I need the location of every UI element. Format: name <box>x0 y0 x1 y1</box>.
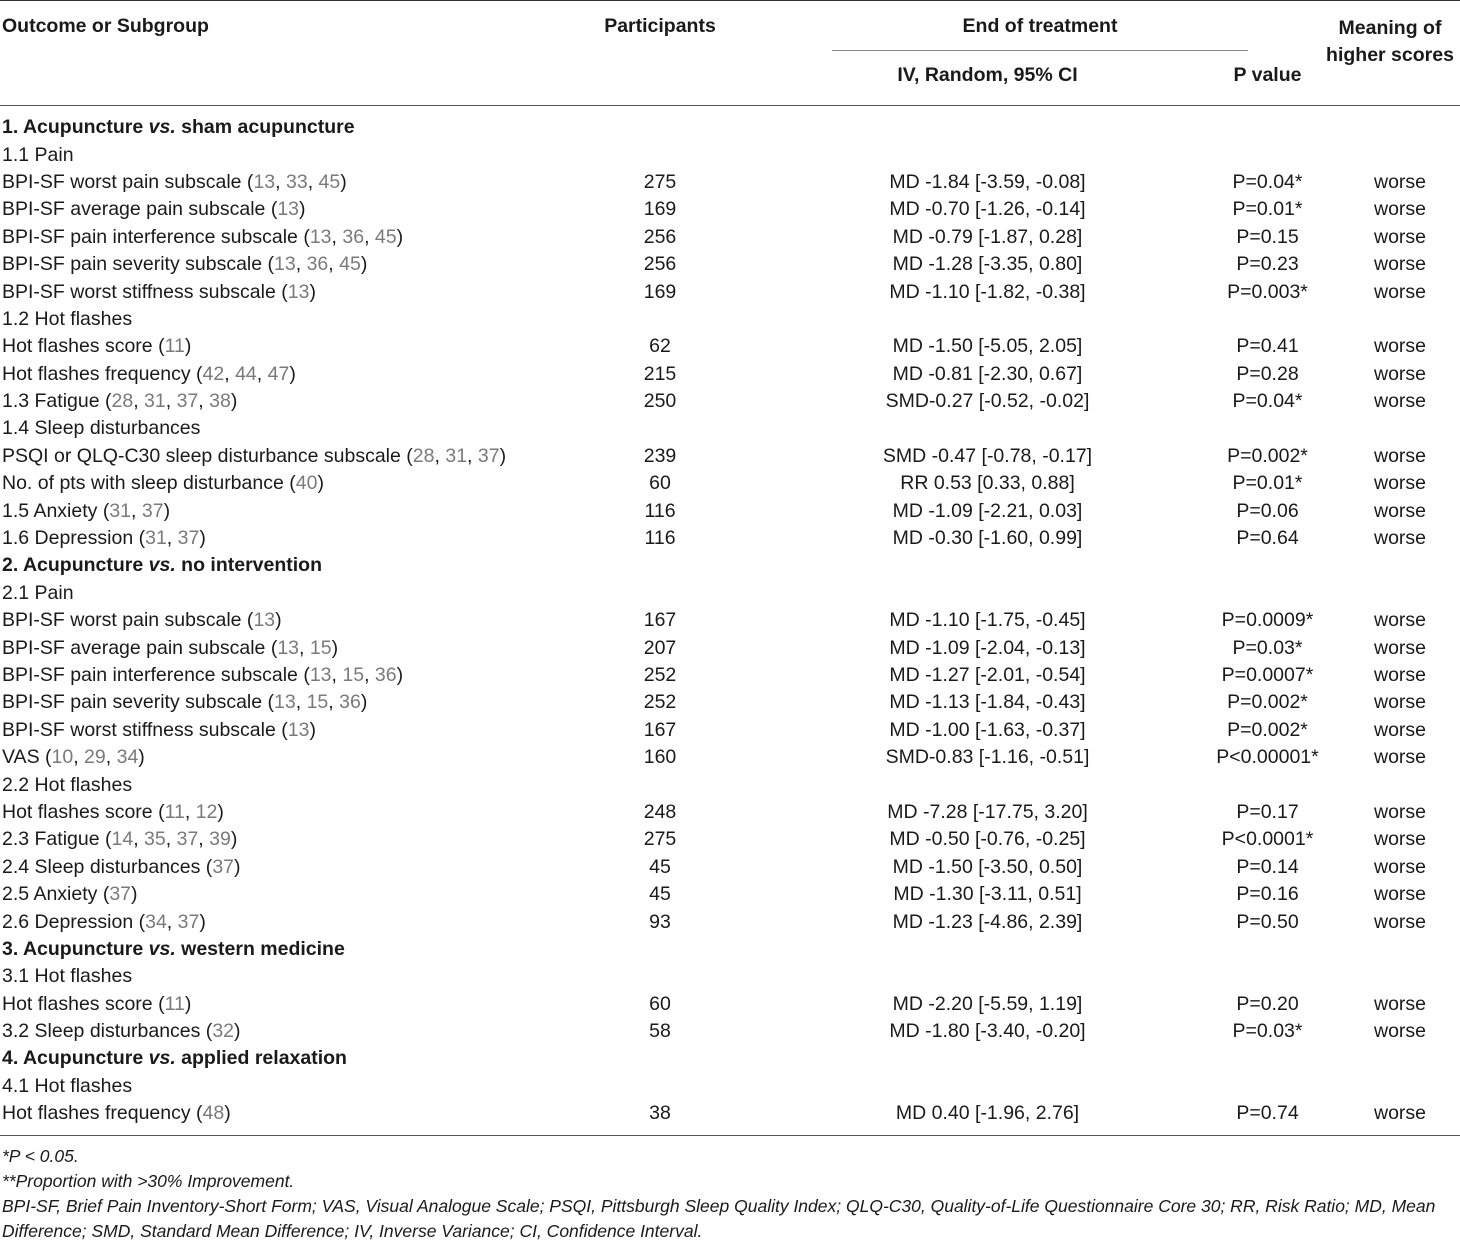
ci-cell <box>760 936 1215 963</box>
meaning-cell: worse <box>1373 362 1427 385</box>
p-value-cell: P=0.06 <box>1236 499 1299 522</box>
meaning-cell: worse <box>1373 198 1427 221</box>
table-row <box>0 634 1460 661</box>
outcome-cell: Hot flashes score (11, 12) <box>2 800 224 823</box>
reference-link[interactable]: 36 <box>306 253 329 276</box>
subgroup-row <box>0 306 1460 333</box>
meaning-cell: worse <box>1373 691 1427 714</box>
ci-cell: MD -1.50 [-5.05, 2.05] <box>892 335 1083 358</box>
participants-cell <box>560 1045 760 1072</box>
outcome-cell: BPI-SF pain severity subscale (13, 15, 36) <box>2 691 368 714</box>
ci-cell: MD -1.10 [-1.75, -0.45] <box>889 609 1086 632</box>
meaning-cell: worse <box>1373 253 1427 276</box>
p-value-cell <box>1215 936 1320 963</box>
participants-cell: 169 <box>643 280 677 303</box>
participants-cell <box>560 1073 760 1100</box>
p-value-cell <box>1215 552 1320 579</box>
subgroup-row <box>0 771 1460 798</box>
table-row <box>0 525 1460 552</box>
subgroup-row <box>0 415 1460 442</box>
outcome-cell: 2.5 Anxiety (37) <box>2 883 138 906</box>
p-value-cell: P=0.41 <box>1236 335 1299 358</box>
p-value-cell <box>1215 106 1320 142</box>
reference-link[interactable]: 31 <box>445 444 468 467</box>
table-row <box>0 881 1460 908</box>
outcome-cell: 2.4 Sleep disturbances (37) <box>2 855 241 878</box>
reference-link[interactable]: 11 <box>164 800 185 823</box>
p-value-cell: P=0.23 <box>1236 253 1299 276</box>
participants-cell: 116 <box>644 499 676 522</box>
p-value-cell: P=0.17 <box>1236 800 1299 823</box>
table-row <box>0 169 1460 196</box>
header-meaning: Meaning of higher scores <box>1320 1 1460 106</box>
p-value-cell <box>1215 580 1320 607</box>
reference-link[interactable]: 10 <box>51 746 74 769</box>
reference-link[interactable]: 38 <box>209 390 231 413</box>
reference-link[interactable]: 45 <box>374 225 397 248</box>
reference-link[interactable]: 36 <box>339 691 361 714</box>
outcome-cell: Hot flashes frequency (42, 44, 47) <box>2 362 296 385</box>
table-row <box>0 826 1460 853</box>
meaning-cell: worse <box>1320 1100 1460 1136</box>
outcome-cell: PSQI or QLQ-C30 sleep disturbance subscale (28, 31, 37) <box>2 444 507 467</box>
table-row <box>0 497 1460 524</box>
participants-cell <box>560 580 760 607</box>
outcome-cell: 1.3 Fatigue (28, 31, 37, 38) <box>2 390 238 413</box>
table-row <box>0 278 1460 305</box>
ci-cell: SMD-0.83 [-1.16, -0.51] <box>885 746 1090 769</box>
participants-cell: 45 <box>649 855 671 878</box>
ci-cell: SMD -0.47 [-0.78, -0.17] <box>882 444 1093 467</box>
p-value-cell: P=0.002* <box>1227 691 1308 714</box>
meaning-cell <box>1320 306 1460 333</box>
reference-link[interactable]: 45 <box>339 253 361 276</box>
meaning-cell: worse <box>1373 1020 1427 1043</box>
footnotes <box>0 1136 1460 1244</box>
reference-link[interactable]: 44 <box>235 362 257 385</box>
outcome-cell: 3.1 Hot flashes <box>2 965 133 988</box>
meaning-cell: worse <box>1373 444 1427 467</box>
p-value-cell: P=0.0009* <box>1221 609 1314 632</box>
reference-link[interactable]: 37 <box>176 390 199 413</box>
header-outcome: Outcome or Subgroup <box>0 1 560 106</box>
table-row <box>0 196 1460 223</box>
ci-cell: MD -1.00 [-1.63, -0.37] <box>889 718 1086 741</box>
participants-cell: 169 <box>643 198 677 221</box>
outcome-cell: 3. Acupuncture vs. western medicine <box>2 937 345 960</box>
ci-cell: MD -1.09 [-2.21, 0.03] <box>892 499 1083 522</box>
table-row <box>0 799 1460 826</box>
reference-link[interactable]: 47 <box>267 362 290 385</box>
meaning-cell: worse <box>1373 883 1427 906</box>
p-value-cell <box>1215 1073 1320 1100</box>
outcome-cell: BPI-SF pain interference subscale (13, 36, 45) <box>2 225 404 248</box>
outcome-cell: 2.2 Hot flashes <box>2 773 133 796</box>
reference-link[interactable]: 11 <box>164 335 185 358</box>
participants-cell: 60 <box>649 472 671 495</box>
reference-link[interactable]: 37 <box>212 855 235 878</box>
table-header <box>0 1 1460 106</box>
reference-link[interactable]: 31 <box>109 499 132 522</box>
outcome-cell: BPI-SF worst pain subscale (13) <box>2 609 282 632</box>
table-body <box>0 106 1460 1136</box>
participants-cell <box>560 963 760 990</box>
ci-cell <box>760 580 1215 607</box>
reference-link[interactable]: 40 <box>295 472 318 495</box>
meaning-cell: worse <box>1373 472 1427 495</box>
ci-cell <box>760 415 1215 442</box>
subgroup-row <box>0 580 1460 607</box>
subgroup-row <box>0 1073 1460 1100</box>
meaning-cell: worse <box>1373 499 1427 522</box>
ci-cell: MD -0.30 [-1.60, 0.99] <box>892 527 1083 550</box>
outcome-cell: 2.6 Depression (34, 37) <box>2 910 206 933</box>
meaning-cell <box>1320 1073 1460 1100</box>
meaning-cell: worse <box>1373 225 1427 248</box>
reference-link[interactable]: 31 <box>144 390 166 413</box>
meaning-cell: worse <box>1373 828 1427 851</box>
reference-link[interactable]: 13 <box>274 691 296 714</box>
meaning-cell <box>1320 963 1460 990</box>
p-value-cell: P=0.64 <box>1236 527 1299 550</box>
participants-cell <box>560 106 760 142</box>
participants-cell: 167 <box>643 718 677 741</box>
ci-cell <box>760 963 1215 990</box>
participants-cell: 256 <box>643 253 677 276</box>
reference-link[interactable]: 13 <box>287 280 310 303</box>
group-header-row <box>0 1045 1460 1072</box>
reference-link[interactable]: 33 <box>285 170 308 193</box>
ci-cell: MD -0.50 [-0.76, -0.25] <box>889 828 1086 851</box>
reference-link[interactable]: 45 <box>318 170 341 193</box>
ci-cell: MD -1.27 [-2.01, -0.54] <box>889 664 1086 686</box>
reference-link[interactable]: 37 <box>177 910 200 933</box>
ci-cell <box>760 106 1215 142</box>
p-value-cell: P=0.002* <box>1227 718 1308 741</box>
table-row <box>0 1018 1460 1045</box>
outcome-cell: BPI-SF worst pain subscale (13, 33, 45) <box>2 170 347 193</box>
meaning-cell <box>1320 141 1460 168</box>
participants-cell: 116 <box>644 527 676 550</box>
table-row <box>0 689 1460 716</box>
meaning-cell <box>1320 1045 1460 1072</box>
p-value-cell <box>1215 141 1320 168</box>
meaning-cell: worse <box>1373 992 1427 1015</box>
reference-link[interactable]: 28 <box>412 444 435 467</box>
outcome-cell: 3.2 Sleep disturbances (32) <box>2 1020 241 1043</box>
table-row <box>0 224 1460 251</box>
participants-cell: 248 <box>643 800 677 823</box>
ci-cell <box>760 552 1215 579</box>
meaning-cell: worse <box>1373 527 1427 550</box>
p-value-cell: P=0.003* <box>1227 280 1308 303</box>
table-row <box>0 908 1460 935</box>
reference-link[interactable]: 15 <box>306 691 329 714</box>
p-value-cell: P=0.01* <box>1232 472 1303 495</box>
ci-cell: MD -1.10 [-1.82, -0.38] <box>889 280 1086 303</box>
reference-link[interactable]: 39 <box>209 828 231 851</box>
reference-link[interactable]: 34 <box>116 746 139 769</box>
footnote-abbreviations: BPI-SF, Brief Pain Inventory-Short Form; VAS, Visual Analogue Scale; PSQI, Pittsburgh Sleep Quality Index; QLQ-C30, Quality-of-Life Questionnaire Core 30; RR, Risk Ratio; MD, Mean Difference; SMD, Standard Mean Difference; IV, Inverse Variance; CI, Confidence Interval. <box>2 1196 1436 1242</box>
ci-cell: SMD-0.27 [-0.52, -0.02] <box>885 390 1090 413</box>
p-value-cell: P=0.74 <box>1215 1100 1320 1136</box>
ci-cell: MD -1.84 [-3.59, -0.08] <box>889 170 1086 193</box>
meaning-cell: worse <box>1373 718 1427 741</box>
outcome-cell: BPI-SF worst stiffness subscale (13) <box>2 280 316 303</box>
participants-cell: 215 <box>643 362 677 385</box>
participants-cell <box>560 415 760 442</box>
participants-cell: 160 <box>643 746 677 769</box>
reference-link[interactable]: 13 <box>309 664 332 686</box>
header-p-value: P value <box>1233 64 1302 86</box>
meaning-cell: worse <box>1373 800 1427 823</box>
table-row <box>0 251 1460 278</box>
ci-cell: MD -1.30 [-3.11, 0.51] <box>893 883 1082 906</box>
participants-cell <box>560 552 760 579</box>
p-value-cell: P=0.16 <box>1236 883 1299 906</box>
outcome-cell: BPI-SF pain severity subscale (13, 36, 45) <box>2 253 368 276</box>
reference-link[interactable]: 37 <box>177 527 200 550</box>
outcome-cell: 2. Acupuncture vs. no intervention <box>2 554 322 577</box>
participants-cell: 45 <box>649 883 671 906</box>
participants-cell <box>560 936 760 963</box>
reference-link[interactable]: 37 <box>109 883 132 906</box>
table-row <box>0 1100 1460 1136</box>
p-value-cell: P=0.03* <box>1232 636 1303 659</box>
ci-cell: MD -0.79 [-1.87, 0.28] <box>892 225 1083 248</box>
reference-link[interactable]: 28 <box>111 390 134 413</box>
ci-cell: MD -0.81 [-2.30, 0.67] <box>892 362 1083 385</box>
ci-cell <box>760 141 1215 168</box>
subgroup-row <box>0 141 1460 168</box>
footnote-significance: *P < 0.05. <box>2 1146 79 1167</box>
reference-link[interactable]: 13 <box>277 636 300 659</box>
outcome-cell: BPI-SF average pain subscale (13) <box>2 198 306 221</box>
reference-link[interactable]: 37 <box>176 828 199 851</box>
meaning-cell: worse <box>1373 910 1427 933</box>
participants-cell <box>560 771 760 798</box>
p-value-cell: P=0.50 <box>1236 910 1299 933</box>
ci-cell <box>760 306 1215 333</box>
outcome-cell: 1.6 Depression (31, 37) <box>2 527 206 550</box>
participants-cell: 275 <box>643 170 677 193</box>
reference-link[interactable]: 34 <box>145 910 167 933</box>
group-header-row <box>0 552 1460 579</box>
participants-cell: 62 <box>649 335 671 358</box>
outcome-cell: VAS (10, 29, 34) <box>2 746 145 769</box>
reference-link[interactable]: 11 <box>164 992 185 1015</box>
participants-cell: 239 <box>643 444 677 467</box>
outcome-cell: BPI-SF worst stiffness subscale (13) <box>2 718 316 741</box>
p-value-cell: P=0.20 <box>1236 992 1299 1015</box>
p-value-cell: P=0.01* <box>1232 198 1303 221</box>
participants-cell: 252 <box>643 664 677 686</box>
ci-cell: RR 0.53 [0.33, 0.88] <box>900 472 1075 495</box>
reference-link[interactable]: 15 <box>342 664 365 686</box>
ci-cell: MD -1.13 [-1.84, -0.43] <box>889 691 1086 714</box>
header-participants: Participants <box>560 1 760 106</box>
reference-link[interactable]: 13 <box>309 225 332 248</box>
meaning-cell: worse <box>1373 855 1427 878</box>
p-value-cell <box>1215 415 1320 442</box>
participants-cell <box>560 141 760 168</box>
outcome-cell: 4.1 Hot flashes <box>2 1074 133 1097</box>
reference-link[interactable]: 13 <box>287 718 310 741</box>
outcome-cell: 4. Acupuncture vs. applied relaxation <box>2 1047 347 1070</box>
table-row <box>0 333 1460 360</box>
ci-cell: MD -2.20 [-5.59, 1.19] <box>892 992 1083 1015</box>
table-row <box>0 854 1460 881</box>
meaning-cell: worse <box>1373 664 1427 686</box>
participants-cell <box>560 306 760 333</box>
meaning-cell <box>1320 771 1460 798</box>
reference-link[interactable]: 37 <box>477 444 500 467</box>
meaning-cell: worse <box>1373 280 1427 303</box>
p-value-cell <box>1215 306 1320 333</box>
reference-link[interactable]: 32 <box>212 1020 235 1043</box>
outcome-cell: Hot flashes score (11) <box>2 335 192 358</box>
outcome-cell: 2.1 Pain <box>2 581 74 604</box>
p-value-cell: P=0.14 <box>1236 855 1299 878</box>
ci-cell <box>760 1073 1215 1100</box>
p-value-cell: P=0.28 <box>1236 362 1299 385</box>
reference-link[interactable]: 36 <box>374 664 397 686</box>
reference-link[interactable]: 42 <box>202 362 225 385</box>
reference-link[interactable]: 13 <box>253 170 276 193</box>
p-value-cell <box>1215 771 1320 798</box>
ci-cell: MD -1.09 [-2.04, -0.13] <box>889 636 1086 659</box>
meaning-cell <box>1320 415 1460 442</box>
header-ci: IV, Random, 95% CI <box>897 64 1078 86</box>
ci-cell <box>760 1045 1215 1072</box>
table-row <box>0 662 1460 689</box>
participants-cell: 58 <box>649 1020 671 1043</box>
p-value-cell: P<0.0001* <box>1221 828 1314 851</box>
reference-link[interactable]: 12 <box>195 800 218 823</box>
meaning-cell: worse <box>1373 390 1427 413</box>
p-value-cell: P=0.002* <box>1227 444 1308 467</box>
ci-cell: MD -7.28 [-17.75, 3.20] <box>887 800 1088 823</box>
reference-link[interactable]: 37 <box>141 499 164 522</box>
ci-cell: MD 0.40 [-1.96, 2.76] <box>760 1100 1215 1136</box>
table-row <box>0 388 1460 415</box>
table-row <box>0 361 1460 388</box>
participants-cell: 93 <box>649 910 671 933</box>
meaning-cell <box>1320 552 1460 579</box>
subgroup-row <box>0 963 1460 990</box>
p-value-cell: P=0.04* <box>1232 170 1303 193</box>
table-row <box>0 607 1460 634</box>
participants-cell: 250 <box>643 390 677 413</box>
p-value-cell <box>1215 1045 1320 1072</box>
group-header-row <box>0 936 1460 963</box>
p-value-cell: P=0.0007* <box>1221 664 1314 686</box>
meaning-cell: worse <box>1373 170 1427 193</box>
p-value-cell: P=0.04* <box>1232 390 1303 413</box>
meaning-cell: worse <box>1373 335 1427 358</box>
ci-cell: MD -1.23 [-4.86, 2.39] <box>892 910 1083 933</box>
participants-cell: 38 <box>560 1100 760 1136</box>
p-value-cell: P=0.15 <box>1236 225 1299 248</box>
outcome-cell: BPI-SF average pain subscale (13, 15) <box>2 636 339 659</box>
reference-link[interactable]: 13 <box>277 198 300 221</box>
ci-cell: MD -1.80 [-3.40, -0.20] <box>889 1020 1086 1043</box>
p-value-cell: P=0.03* <box>1232 1020 1303 1043</box>
ci-cell: MD -1.28 [-3.35, 0.80] <box>892 253 1083 276</box>
reference-link[interactable]: 36 <box>342 225 365 248</box>
ci-cell <box>760 771 1215 798</box>
outcome-cell: 2.3 Fatigue (14, 35, 37, 39) <box>2 828 238 851</box>
meaning-cell: worse <box>1373 636 1427 659</box>
participants-cell: 60 <box>649 992 671 1015</box>
meaning-cell <box>1320 936 1460 963</box>
p-value-cell <box>1215 963 1320 990</box>
outcome-cell: BPI-SF pain interference subscale (13, 15, 36) <box>2 664 404 686</box>
header-end-of-treatment: End of treatment <box>760 1 1320 64</box>
reference-link[interactable]: 13 <box>253 609 276 632</box>
meaning-cell: worse <box>1373 746 1427 769</box>
reference-link[interactable]: 14 <box>111 828 134 851</box>
participants-cell: 256 <box>643 225 677 248</box>
p-value-cell: P<0.00001* <box>1216 746 1319 769</box>
reference-link[interactable]: 29 <box>84 746 106 769</box>
ci-cell: MD -1.50 [-3.50, 0.50] <box>892 855 1083 878</box>
ci-cell: MD -0.70 [-1.26, -0.14] <box>889 198 1086 221</box>
participants-cell: 167 <box>643 609 677 632</box>
participants-cell: 252 <box>643 691 677 714</box>
outcome-cell: 1. Acupuncture vs. sham acupuncture <box>2 116 355 139</box>
meaning-cell: worse <box>1373 609 1427 632</box>
group-header-row <box>0 106 1460 142</box>
reference-link[interactable]: 15 <box>309 636 332 659</box>
outcome-cell: Hot flashes score (11) <box>2 992 192 1015</box>
outcome-cell: No. of pts with sleep disturbance (40) <box>2 472 324 495</box>
table-row <box>0 717 1460 744</box>
outcome-cell: 1.4 Sleep disturbances <box>2 417 201 440</box>
outcome-cell: Hot flashes frequency (48) <box>0 1100 560 1136</box>
outcome-cell: 1.2 Hot flashes <box>2 307 133 330</box>
meaning-cell <box>1320 580 1460 607</box>
footnote-proportion: **Proportion with >30% Improvement. <box>2 1171 295 1192</box>
outcome-cell: 1.5 Anxiety (31, 37) <box>2 499 171 522</box>
reference-link[interactable]: 13 <box>274 253 296 276</box>
table-row <box>0 744 1460 771</box>
reference-link[interactable]: 48 <box>202 1102 225 1125</box>
participants-cell: 207 <box>643 636 677 659</box>
table-row <box>0 443 1460 470</box>
meaning-cell <box>1320 106 1460 142</box>
table-row <box>0 991 1460 1018</box>
participants-cell: 275 <box>643 828 677 851</box>
outcome-cell: 1.1 Pain <box>2 143 74 166</box>
table-row <box>0 470 1460 497</box>
reference-link[interactable]: 35 <box>144 828 166 851</box>
reference-link[interactable]: 31 <box>145 527 167 550</box>
